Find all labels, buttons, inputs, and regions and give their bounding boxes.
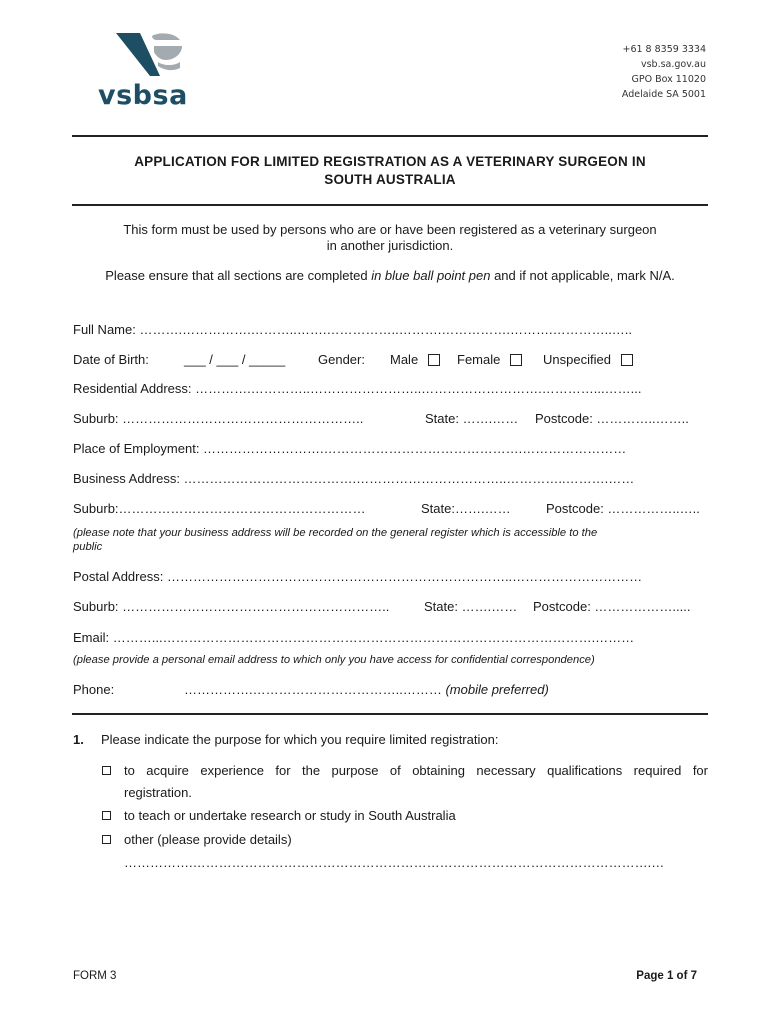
vsbsa-logo-mark [114,32,186,80]
gender-male-checkbox[interactable] [428,354,440,366]
residential-address-field[interactable]: Residential Address: ………….…………..……………………..……………………….…………...……... [73,381,642,396]
business-address-note [73,526,597,554]
business-note-line2: public [73,541,103,553]
logo-text: vsbsa [98,80,188,111]
form-title-line2: SOUTH AUSTRALIA [324,172,456,187]
gender-male-option[interactable] [390,352,440,367]
intro-line3-start: Please ensure that all sections are completed [105,268,372,283]
place-of-employment-field[interactable]: Place of Employment: ……………………….……………………………………….…………………… [73,441,627,456]
divider-title [72,204,708,206]
contact-website: vsb.sa.gov.au [640,59,706,70]
phone-dots: …………….……………………………..……… [184,682,442,697]
gender-female-option[interactable] [457,352,522,367]
option3-checkbox-wrap[interactable] [102,829,111,851]
postcode-field-1[interactable]: Postcode: …………..…….. [535,411,689,426]
intro-line3-em: in blue ball point pen [371,268,491,283]
option1-label [124,760,708,804]
phone-label: Phone: [73,682,115,697]
state-field-1[interactable]: State: …….…… [425,411,519,426]
contact-city: Adelaide SA 5001 [621,89,706,100]
postal-address-field[interactable]: Postal Address: ……………………………………………………………………..………………………… [73,569,643,584]
intro-line2: in another jurisdiction. [326,238,454,253]
gender-female-checkbox[interactable] [510,354,522,366]
intro-text [72,222,708,254]
gender-female-label: Female [457,352,501,367]
gender-unspecified-label: Unspecified [543,352,611,367]
gender-male-label: Male [390,352,419,367]
footer-page-number: Page 1 of 7 [636,970,697,982]
form-title-line1: APPLICATION FOR LIMITED REGISTRATION AS A VETERINARY SURGEON IN [134,154,646,169]
dob-field[interactable]: ___ / ___ / _____ [184,352,286,367]
option3-checkbox[interactable] [102,835,111,844]
dob-label: Date of Birth: [73,352,149,367]
question1-text: Please indicate the purpose for which you require limited registration: [101,732,499,747]
option1-checkbox[interactable] [102,766,111,775]
option3-label: other (please provide details) [124,832,292,847]
option1-checkbox-wrap[interactable] [102,760,111,782]
option2-label: to teach or undertake research or study in South Australia [124,808,456,823]
option2-checkbox-wrap[interactable] [102,805,111,827]
phone-note: (mobile preferred) [445,682,549,697]
contact-phone: +61 8 8359 3334 [622,44,706,55]
suburb-field-3[interactable]: Suburb: …………………………………………………….. [73,599,390,614]
form-title [72,153,708,189]
contact-po-box: GPO Box 11020 [631,74,706,85]
email-note: (please provide a personal email address to which only you have access for confidential correspondence) [73,654,595,666]
footer-form-number: FORM 3 [73,970,117,982]
option1-line2: registration. [124,785,192,800]
intro-line1: This form must be used by persons who are or have been registered as a veterinary surgeon [123,222,657,237]
intro-instruction [72,268,708,284]
intro-line3-end: and if not applicable, mark N/A. [490,268,675,283]
email-field[interactable]: Email: ………...……………………………………………………………………………………….……… [73,630,635,645]
suburb-field-1[interactable]: Suburb: ……………………………………………….. [73,411,364,426]
gender-unspecified-option[interactable] [543,352,633,367]
state-field-2[interactable]: State:…….…… [421,501,511,516]
gender-label: Gender: [318,352,365,367]
contact-block [622,42,706,102]
business-note-line1: (please note that your business address will be recorded on the general register which is accessible to the [73,527,598,539]
phone-field[interactable] [184,682,549,697]
divider-section1 [72,713,708,715]
postcode-field-2[interactable]: Postcode: ……………..….. [546,501,700,516]
divider-top [72,135,708,137]
suburb-field-2[interactable]: Suburb:………………………………………………… [73,501,366,516]
option2-checkbox[interactable] [102,811,111,820]
business-address-field[interactable]: Business Address: ………………………………….……………………………..…………..……….…… [73,471,635,486]
full-name-field[interactable]: Full Name: ……….…………….………..…….……………..……….…………….……….…………..….. [73,322,633,337]
state-field-3[interactable]: State: …….…… [424,599,518,614]
option1-line1: to acquire experience for the purpose of obtaining necessary qualifications required for [124,763,708,778]
postcode-field-3[interactable]: Postcode: ………………..... [533,599,691,614]
question1-number: 1. [73,732,84,747]
other-details-field[interactable]: …………….…………………………………………………………………………………………….… [124,855,665,870]
gender-unspecified-checkbox[interactable] [621,354,633,366]
